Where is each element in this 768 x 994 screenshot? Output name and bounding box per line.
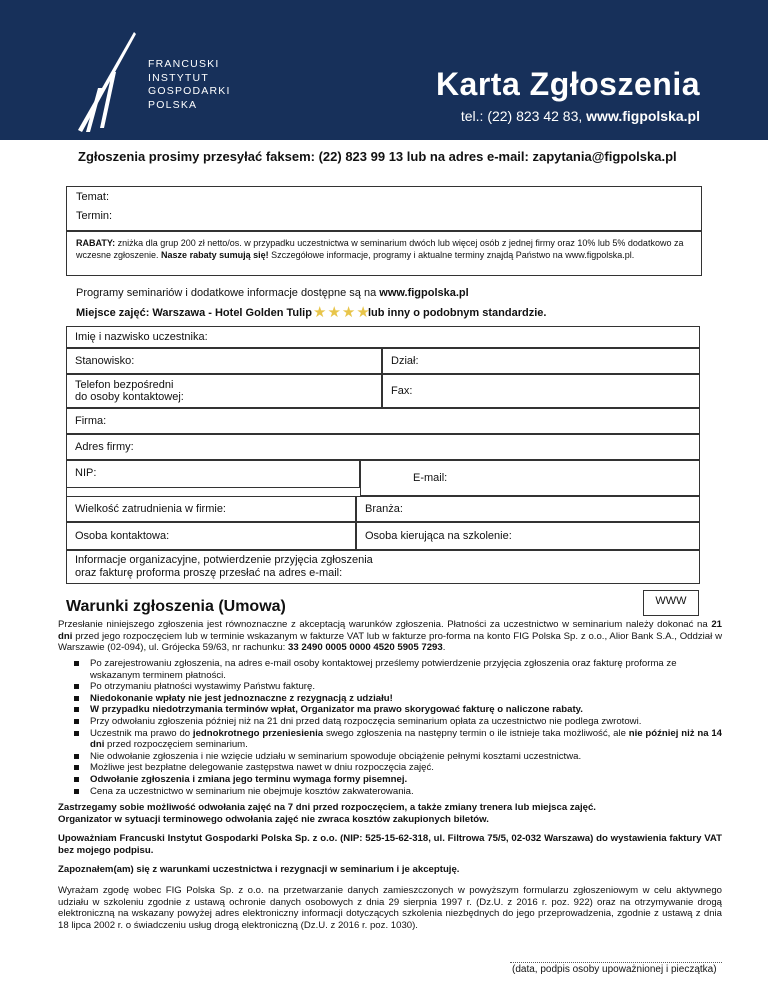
info-email-label-1: Informacje organizacyjne, potwierdzenie przyjęcia zgłoszenia <box>75 554 373 566</box>
list-item: Możliwe jest bezpłatne delegowanie zastępstwa nawet w dniu rozpoczęcia zajęć. <box>58 762 722 774</box>
website-link[interactable]: www.figpolska.pl <box>586 108 700 124</box>
address-label: Adres firmy: <box>75 441 134 453</box>
terms-intro-c: przed jego rozpoczęciem lub w terminie wskazanym w fakturze VAT lub w fakturze pro-forma na konto FIG Polska Sp. z o.o., Alior Bank S.A., Oddział w Warszawie (02-094), ul. Grójecka 59/63, nr rachunku: <box>58 630 722 654</box>
b6c: swego zgłoszenia na następny termin o ile istnieje taka możliwość, ale <box>323 727 629 739</box>
list-item <box>58 693 722 705</box>
company-field[interactable] <box>66 408 700 434</box>
venue-text: Miejsce zajęć: Warszawa - Hotel Golden Tulip <box>76 307 312 319</box>
acceptance-note: Zapoznałem(am) się z warunkami uczestnictwa i rezygnacji w seminarium i je akceptuję. <box>58 864 460 875</box>
logo-line: INSTYTUT <box>148 71 209 84</box>
contact-person-field[interactable] <box>66 522 356 550</box>
fax-instructions: Zgłoszenia prosimy przesyłać faksem: (22) 823 99 13 lub na adres e-mail: zapytania@figpolska.pl <box>78 149 677 164</box>
b6b: jednokrotnego przeniesienia <box>192 727 324 739</box>
address-field[interactable] <box>66 434 700 460</box>
reservation-line-2: Organizator w sytuacji terminowego odwołania zajęć nie zwraca kosztów zakupionych biletów. <box>58 813 489 825</box>
phone-label-2: do osoby kontaktowej: <box>75 391 184 403</box>
position-field[interactable] <box>66 348 382 374</box>
terms-list <box>58 658 722 797</box>
participant-name-field[interactable] <box>66 326 700 348</box>
rabaty-bold: Nasze rabaty sumują się! <box>161 250 269 260</box>
logo-line: POLSKA <box>148 98 198 111</box>
venue-suffix: lub inny o podobnym standardzie. <box>368 307 547 319</box>
programs-info <box>76 287 469 299</box>
list-item <box>58 728 722 751</box>
manager-field[interactable] <box>356 522 700 550</box>
info-email-label-2: oraz fakturę proforma proszę przesłać na adres e-mail: <box>75 567 343 579</box>
list-item: Przy odwołaniu zgłoszenia później niż na 21 dni przed datą rozpoczęcia seminarium opłata za uczestnictwo nie podlega zwrotowi. <box>58 716 722 728</box>
header-banner <box>0 0 768 140</box>
email-field[interactable] <box>360 460 700 496</box>
contact-person-label: Osoba kontaktowa: <box>75 530 170 542</box>
programs-text: Programy seminariów i dodatkowe informacje dostępne są na <box>76 287 380 299</box>
consent-note: Wyrażam zgodę wobec FIG Polska Sp. z o.o. na przetwarzanie danych zamieszczonych w powyższym formularzu zgłoszeniowym w celu aktywnego udziału w szkoleniu zgodnie z ustawą ochronie danych osobowych z dnia 29 sierpnia 1997 r. (Dz.U. z 2016 r. poz. 922) oraz na otrzymywanie drogą elektroniczną na wskazany powyżej adres elektroniczny informacji dotyczących szkolenia niezbędnych do jego przeprowadzenia, zgodnie z ustawą z dnia 18 lipca 2002 r. o świadczeniu usług drogą elektroniczną (Dz.U. z 2016 r. poz. 1030). <box>58 885 722 931</box>
employment-field[interactable] <box>66 496 356 522</box>
logo-text <box>148 58 231 112</box>
b6e: przed rozpoczęciem seminarium. <box>104 739 248 751</box>
www-box: WWW <box>643 590 699 616</box>
logo-line: GOSPODARKI <box>148 85 231 97</box>
company-label: Firma: <box>75 415 107 427</box>
tel-text: tel.: (22) 823 42 83, <box>460 108 587 124</box>
terms-intro-a: Przesłanie niniejszego zgłoszenia jest równoznaczne z akceptacją warunków zgłoszenia. Płatności za uczestnictwo w seminarium należy dokonać na <box>58 619 712 630</box>
participant-name-label: Imię i nazwisko uczestnika: <box>75 331 208 343</box>
signature-caption: (data, podpis osoby upoważnionej i pieczątka) <box>512 964 717 975</box>
hotel-stars-icon: ★★★★ <box>313 304 371 321</box>
nip-field[interactable] <box>66 460 360 488</box>
info-email-label <box>75 554 373 580</box>
b6a: Uczestnik ma prawo do <box>90 727 193 739</box>
employment-label: Wielkość zatrudnienia w firmie: <box>75 503 226 515</box>
reservation-note <box>58 802 722 825</box>
nip-label: NIP: <box>75 467 97 479</box>
fax-label: Fax: <box>391 385 413 397</box>
terms-heading: Warunki zgłoszenia (Umowa) <box>66 598 286 615</box>
contact-phone <box>461 108 700 124</box>
department-field[interactable] <box>382 348 700 374</box>
industry-label: Branża: <box>365 503 403 515</box>
fig-logo-icon <box>72 28 140 138</box>
reservation-line-1: Zastrzegamy sobie możliwość odwołania zajęć na 7 dni przed rozpoczęciem, a także zmiany trenera lub miejsca zajęć. <box>58 802 596 813</box>
phone-label-1: Telefon bezpośredni <box>75 379 174 391</box>
phone-field[interactable] <box>66 374 382 408</box>
rabaty-text <box>76 237 686 261</box>
email-label: E-mail: <box>413 472 448 484</box>
rabaty-label: RABATY: <box>76 238 116 248</box>
authorization-note: Upoważniam Francuski Instytut Gospodarki Polska Sp. z o.o. (NIP: 525-15-62-318, ul. Filtrowa 75/5, 02-032 Warszawa) do wystawienia faktury VAT bez mojego podpisu. <box>58 833 722 856</box>
temat-label: Temat: <box>76 191 110 203</box>
position-label: Stanowisko: <box>75 355 135 367</box>
industry-field[interactable] <box>356 496 700 522</box>
list-item: Nie odwołanie zgłoszenia i nie wzięcie udziału w seminarium spowoduje obciążenie pełnymi kosztami uczestnictwa. <box>58 751 722 763</box>
terms-intro-b: 21 dni <box>58 619 722 642</box>
list-item <box>58 704 722 716</box>
logo-line: FRANCUSKI <box>148 58 220 70</box>
termin-label: Termin: <box>76 210 113 222</box>
bank-account: 33 2490 0005 0000 4520 5905 7293 <box>288 642 443 654</box>
info-email-field[interactable] <box>66 550 700 584</box>
page-title: Karta Zgłoszenia <box>435 66 700 102</box>
manager-label: Osoba kierująca na szkolenie: <box>365 530 512 542</box>
rabaty-text-1: zniżka dla grup 200 zł netto/os. w przypadku uczestnictwa w seminarium dwóch lub więcej osób z jednej firmy oraz 10% lub 5% dodatkowo za wczesne zgłoszenie. <box>76 238 684 260</box>
course-box <box>66 186 702 232</box>
department-label: Dział: <box>391 355 419 367</box>
list-item: Po zarejestrowaniu zgłoszenia, na adres e-mail osoby kontaktowej prześlemy potwierdzenie przyjęcia zgłoszenia oraz fakturę proforma ze wskazanym terminem płatności. <box>58 658 722 681</box>
bold-term: W przypadku niedotrzymania terminów wpłat, Organizator ma prawo skorygować fakturę o naliczone rabaty. <box>90 704 583 716</box>
bold-term: Niedokonanie wpłaty nie jest jednoznaczne z rezygnacją z udziału! <box>90 692 393 704</box>
terms-intro <box>58 619 722 654</box>
terms-intro-e: . <box>442 642 446 654</box>
b6d: nie później niż na 14 dni <box>90 727 722 751</box>
list-item <box>58 774 722 786</box>
signature-line <box>510 962 722 963</box>
phone-label <box>75 379 184 403</box>
bold-term: Odwołanie zgłoszenia i zmiana jego terminu wymaga formy pisemnej. <box>90 773 408 785</box>
programs-link[interactable]: www.figpolska.pl <box>379 287 469 299</box>
list-item: Cena za uczestnictwo w seminarium nie obejmuje kosztów zakwaterowania. <box>58 786 722 798</box>
list-item: Po otrzymaniu płatności wystawimy Państwu fakturę. <box>58 681 722 693</box>
fax-field[interactable] <box>382 374 700 408</box>
rabaty-text-2: Szczegółowe informacje, programy i aktualne terminy znajdą Państwo na www.figpolska.pl. <box>268 250 635 260</box>
